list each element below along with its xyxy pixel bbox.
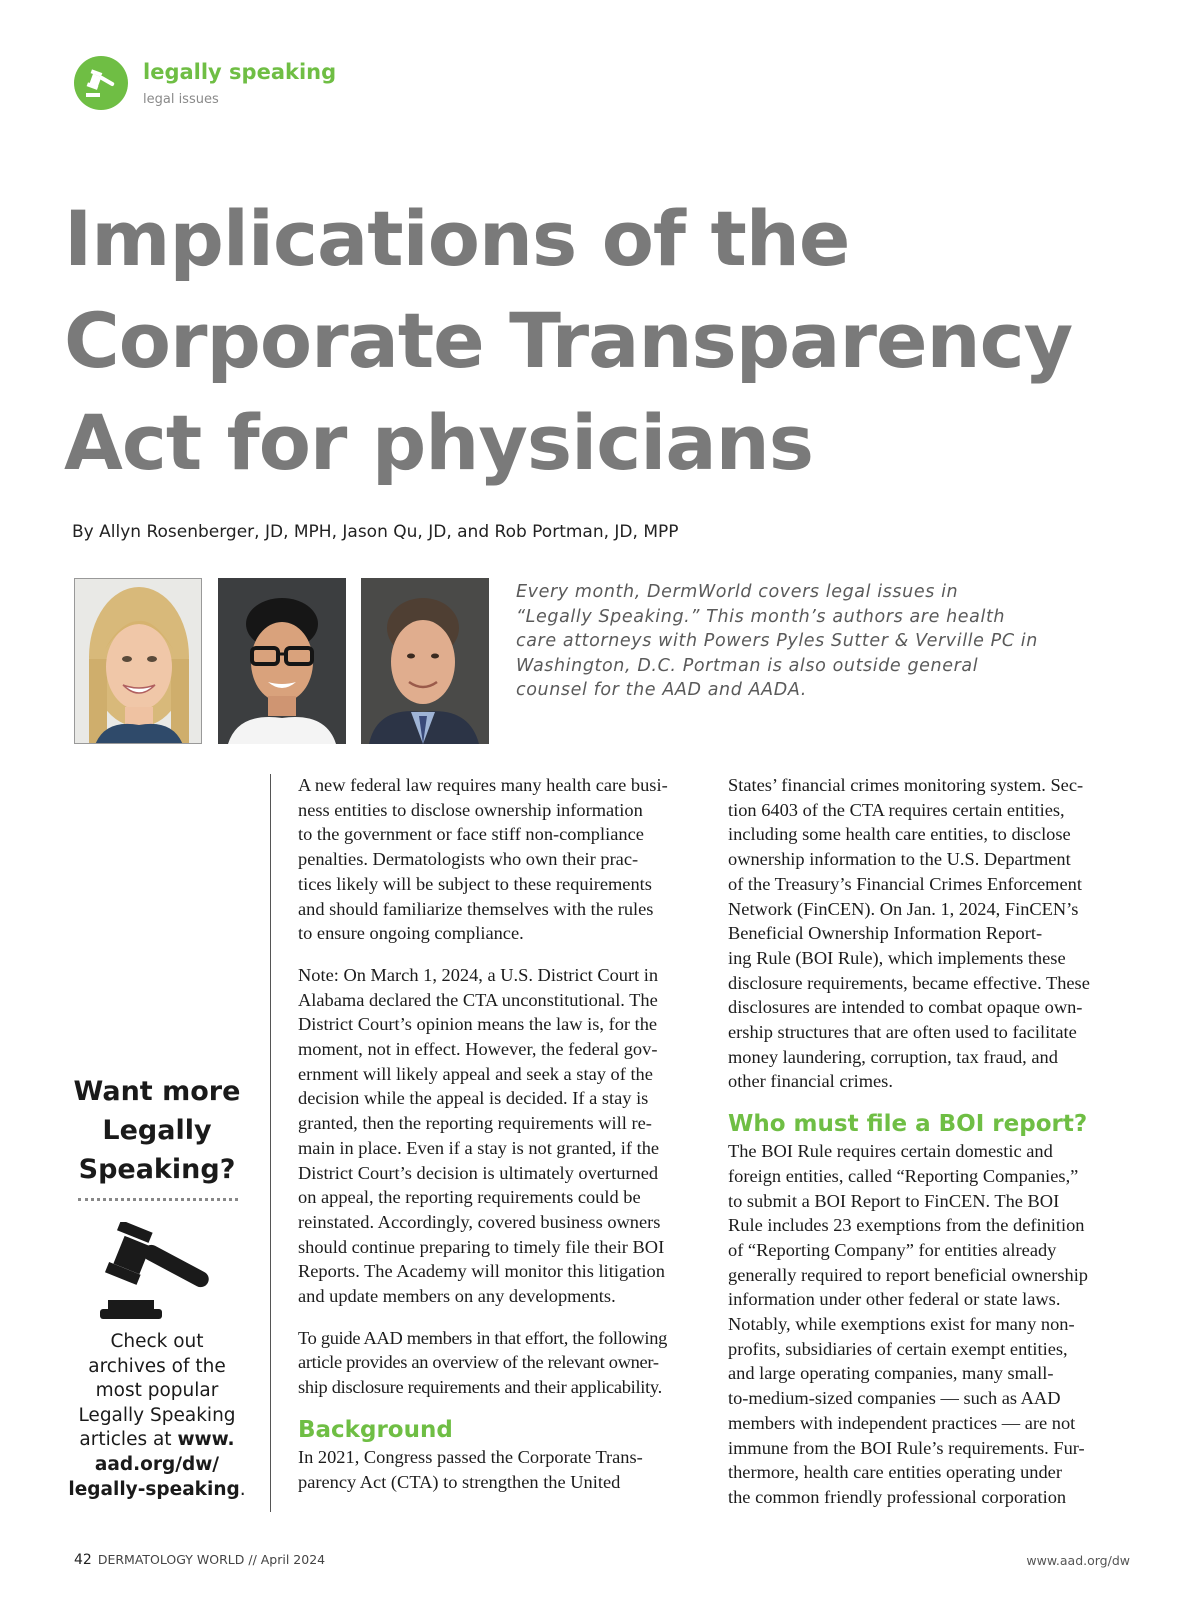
text-line: and update members on any developments. [298,1286,616,1307]
byline: By Allyn Rosenberger, JD, MPH, Jason Qu, JD, and Rob Portman, JD, MPP [72,522,679,542]
section-badge [74,56,128,110]
headline-line: Act for physicians [64,398,813,487]
sidebar-link-line[interactable] [68,1478,246,1503]
text-line: Note: On March 1, 2024, a U.S. District Court in [298,964,659,985]
sidebar-heading [62,1072,252,1189]
text-line: Reports. The Academy will monitor this litigation [298,1261,665,1282]
sidebar-heading-line: Want more [73,1076,241,1107]
sidebar-text-line [68,1428,246,1453]
text-line: Network (FinCEN). On Jan. 1, 2024, FinCEN’s [728,898,1079,919]
sidebar-text-line: Legally Speaking [78,1404,236,1426]
text-line: tion 6403 of the CTA requires certain entities, [728,799,1065,820]
paragraph [298,1445,708,1494]
text-line: and should familiarize themselves with the rules [298,898,654,919]
text-line: to submit a BOI Report to FinCEN. The BOI [728,1190,1060,1211]
sidebar-heading-line: Speaking? [78,1154,236,1185]
sidebar-link[interactable]: legally-speaking [68,1478,240,1500]
text-line: Notably, while exemptions exist for many non- [728,1314,1075,1335]
sidebar-text [68,1330,246,1502]
publication-name: DERMATOLOGY WORLD // April 2024 [97,1552,326,1567]
text-line: main in place. Even if a stay is not granted, if the [298,1137,660,1158]
text-line: granted, then the reporting requirements will re- [298,1113,652,1134]
text-line: ership structures that are often used to facilitate [728,1022,1077,1043]
text-line: article provides an overview of the relevant owner- [298,1352,659,1373]
text-line: ownership information to the U.S. Department [728,849,1071,870]
text-line: of “Reporting Company” for entities already [728,1239,1057,1260]
footer-url[interactable]: www.aad.org/dw [1026,1553,1130,1568]
text-line: ship disclosure requirements and their applicability. [298,1377,662,1398]
gavel-icon [83,65,119,101]
text-line: disclosure requirements, became effective. These [728,972,1090,993]
text-line: moment, not in effect. However, the federal gov- [298,1039,658,1060]
text-line: to the government or face stiff non-compliance [298,824,644,845]
text-line: should continue preparing to timely file their BOI [298,1236,665,1257]
text-line: ing Rule (BOI Rule), which implements these [728,947,1066,968]
paragraph [298,773,708,946]
sidebar-link-line[interactable] [68,1453,246,1478]
article-headline [64,188,1164,494]
paragraph [298,1326,708,1400]
sidebar-text-line: Check out [110,1331,204,1352]
text-line: ernment will likely appeal and seek a stay of the [298,1063,653,1084]
sidebar-text-prefix: articles at [79,1429,178,1451]
intro-line: “Legally Speaking.” This month’s authors are health [516,606,1006,627]
text-line: reinstated. Accordingly, covered business owners [298,1211,661,1232]
text-line: foreign entities, called “Reporting Companies,” [728,1165,1079,1186]
text-line: information under other federal or state laws. [728,1289,1061,1310]
author-photo-rosenberger [74,578,202,744]
text-line: members with independent practices — are not [728,1412,1076,1433]
sidebar-link-suffix: . [239,1478,246,1500]
intro-line: care attorneys with Powers Pyles Sutter & Verville PC in [516,631,1038,652]
text-line: Beneficial Ownership Information Report- [728,923,1043,944]
headline-line: Corporate Transparency [64,296,1073,385]
sidebar-heading-line: Legally [102,1115,212,1146]
intro-line: counsel for the AAD and AADA. [516,680,807,701]
article-column-1 [298,773,708,1494]
section-subtitle: legal issues [143,92,219,107]
text-line: In 2021, Congress passed the Corporate Trans- [298,1446,643,1467]
text-line: to ensure ongoing compliance. [298,923,524,944]
text-line: profits, subsidiaries of certain exempt entities, [728,1338,1068,1359]
text-line: tices likely will be subject to these requirements [298,873,652,894]
text-line: District Court’s decision is ultimately overturned [298,1162,659,1183]
dotted-divider [78,1198,238,1201]
page-number: 42 [74,1552,92,1568]
column-divider [270,774,271,1512]
sidebar-text-line: archives of the [88,1355,226,1377]
headline-line: Implications of the [64,194,850,283]
text-line: District Court’s opinion means the law is, for the [298,1014,658,1035]
text-line: To guide AAD members in that effort, the following [298,1327,667,1348]
author-intro [516,580,1076,703]
sidebar-text-line: most popular [95,1380,219,1402]
text-line: generally required to report beneficial ownership [728,1264,1089,1285]
text-line: on appeal, the reporting requirements could be [298,1187,641,1208]
text-line: and large operating companies, many small- [728,1363,1054,1384]
text-line: disclosures are intended to combat opaque own- [728,997,1083,1018]
section-title: legally speaking [143,60,337,84]
text-line: other financial crimes. [728,1071,893,1092]
text-line: penalties. Dermatologists who own their prac- [298,849,639,870]
text-line: The BOI Rule requires certain domestic and [728,1141,1053,1162]
author-photo-qu [218,578,346,744]
intro-line: Washington, D.C. Portman is also outside general [516,655,979,676]
text-line: the common friendly professional corporation [728,1486,1067,1507]
sidebar-link[interactable]: aad.org/dw/ [94,1453,220,1475]
text-line: decision while the appeal is decided. If a stay is [298,1088,649,1109]
text-line: States’ financial crimes monitoring system. Sec- [728,775,1084,795]
text-line: money laundering, corruption, tax fraud, and [728,1046,1058,1067]
paragraph [298,963,708,1309]
article-column-2 [728,773,1146,1510]
text-line: ness entities to disclose ownership information [298,799,643,820]
text-line: immune from the BOI Rule’s requirements. Fur- [728,1437,1085,1458]
text-line: Alabama declared the CTA unconstitutional. The [298,989,658,1010]
intro-line: Every month, DermWorld covers legal issues in [516,582,959,602]
section-heading-background: Background [298,1416,453,1443]
text-line: parency Act (CTA) to strengthen the United [298,1471,621,1492]
text-line: including some health care entities, to disclose [728,824,1071,845]
gavel-icon [96,1222,220,1322]
text-line: thermore, health care entities operating under [728,1462,1062,1483]
footer-publication [74,1552,325,1568]
author-photo-portman [361,578,489,744]
text-line: of the Treasury’s Financial Crimes Enforcement [728,873,1082,894]
section-heading-who-must-file: Who must file a BOI report? [728,1111,1088,1138]
paragraph [728,1139,1146,1510]
text-line: to-medium-sized companies — such as AAD [728,1388,1061,1409]
paragraph [728,773,1146,1094]
sidebar-link[interactable]: www. [177,1429,235,1451]
text-line: Rule includes 23 exemptions from the definition [728,1215,1085,1236]
text-line: A new federal law requires many health care busi- [298,775,668,795]
